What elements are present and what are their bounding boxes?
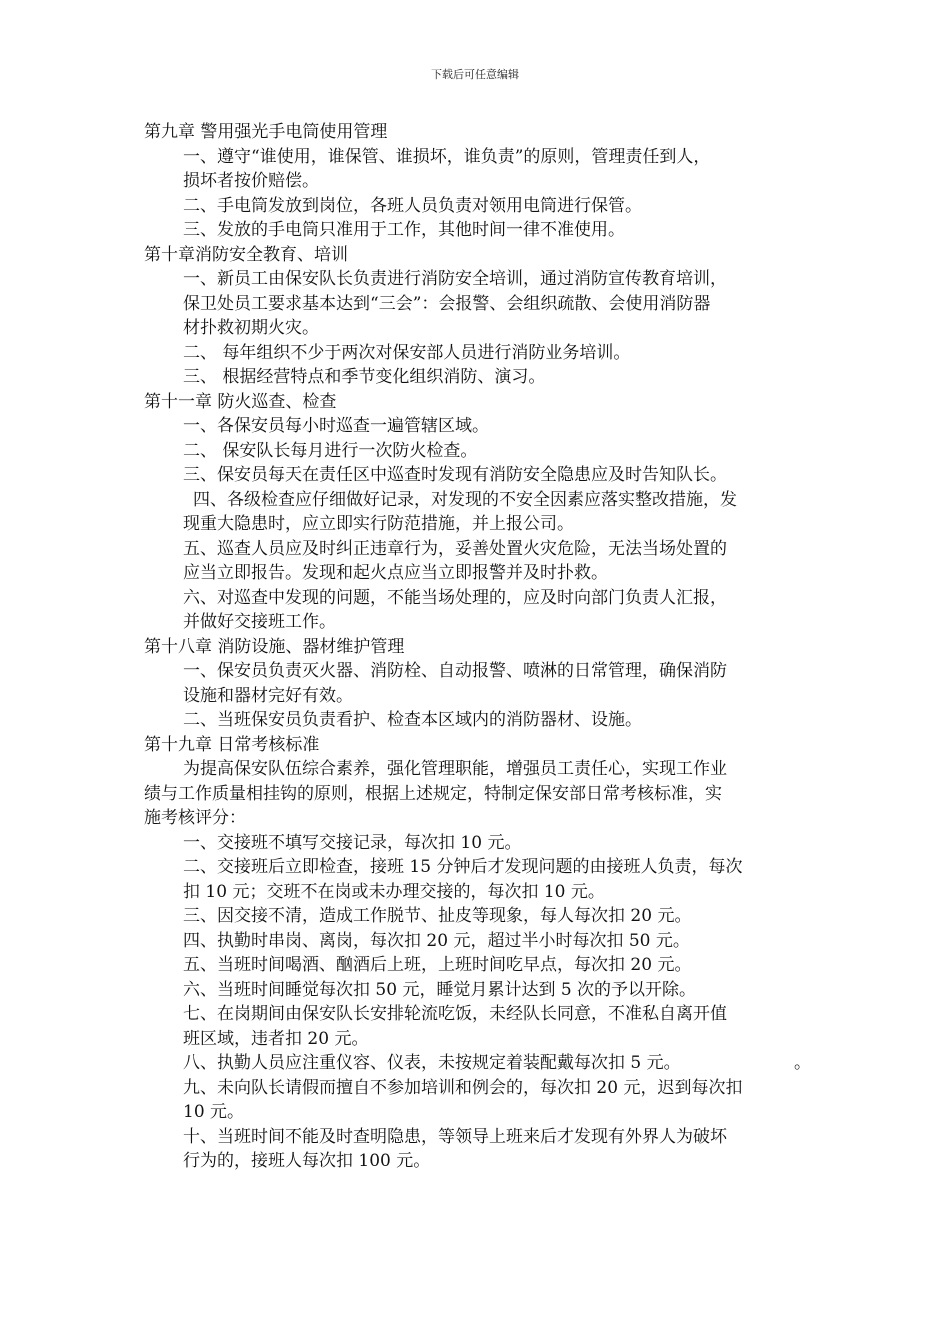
line-text: 第十八章 消防设施、器材维护管理 xyxy=(144,636,405,657)
line-text: 十、当班时间不能及时查明隐患，等领导上班来后才发现有外界人为破坏 xyxy=(183,1126,727,1147)
text-line xyxy=(0,145,950,170)
line-text: 六、当班时间睡觉每次扣 50 元，睡觉月累计达到 5 次的予以开除。 xyxy=(183,979,697,1000)
text-line xyxy=(0,880,950,905)
line-text: 第十九章 日常考核标准 xyxy=(144,734,320,755)
text-line xyxy=(0,831,950,856)
text-line xyxy=(0,488,950,513)
text-line xyxy=(0,708,950,733)
text-line xyxy=(0,978,950,1003)
line-text: 设施和器材完好有效。 xyxy=(183,685,353,706)
chapter-heading xyxy=(0,120,950,145)
line-text: 行为的，接班人每次扣 100 元。 xyxy=(183,1151,431,1171)
line-text: 施考核评分： xyxy=(144,808,246,828)
line-text: 一、遵守“谁使用，谁保管、谁损坏，谁负责”的原则，管理责任到人， xyxy=(183,146,711,167)
text-line xyxy=(0,659,950,684)
text-line xyxy=(0,218,950,243)
line-text: 并做好交接班工作。 xyxy=(183,612,336,632)
line-text: 班区域，违者扣 20 元。 xyxy=(183,1028,369,1049)
text-line xyxy=(0,1027,950,1052)
line-text: 绩与工作质量相挂钩的原则，根据上述规定，特制定保安部日常考核标准，实 xyxy=(144,783,722,804)
line-text: 八、执勤人员应注重仪容、仪表，未按规定着装配戴每次扣 5 元。 xyxy=(183,1053,681,1073)
text-line xyxy=(0,512,950,537)
line-text: 为提高保安队伍综合素养，强化管理职能，增强员工责任心，实现工作业 xyxy=(183,759,727,779)
line-text: 九、未向队长请假而擅自不参加培训和例会的，每次扣 20 元，迟到每次扣 xyxy=(183,1077,743,1098)
text-line xyxy=(0,1100,950,1125)
text-line xyxy=(0,537,950,562)
line-text: 一、各保安员每小时巡查一遍管辖区域。 xyxy=(183,416,489,436)
text-line xyxy=(0,292,950,317)
text-line xyxy=(0,953,950,978)
line-text: 三、 根据经营特点和季节变化组织消防、演习。 xyxy=(183,367,546,387)
text-line xyxy=(0,929,950,954)
header-watermark: 下载后可任意编辑 xyxy=(431,68,519,81)
text-line xyxy=(0,610,950,635)
line-text: 一、交接班不填写交接记录，每次扣 10 元。 xyxy=(183,832,522,853)
document-body xyxy=(0,120,950,1174)
text-line xyxy=(0,757,950,782)
text-line xyxy=(0,855,950,880)
text-line xyxy=(0,1076,950,1101)
text-line xyxy=(0,684,950,709)
text-line xyxy=(0,782,950,807)
text-line xyxy=(0,169,950,194)
text-line xyxy=(0,316,950,341)
line-text: 损坏者按价赔偿。 xyxy=(183,171,319,191)
line-text: 四、各级检查应仔细做好记录，对发现的不安全因素应落实整改措施，发 xyxy=(193,489,737,510)
line-text: 二、交接班后立即检查，接班 15 分钟后才发现问题的由接班人负责，每次 xyxy=(183,857,743,877)
text-line xyxy=(0,365,950,390)
line-text: 10 元。 xyxy=(183,1102,245,1122)
line-text: 三、发放的手电筒只准用于工作，其他时间一律不准使用。 xyxy=(183,220,625,240)
text-line xyxy=(0,414,950,439)
line-text: 二、当班保安员负责看护、检查本区域内的消防器材、设施。 xyxy=(183,710,642,730)
trailing-mark: 。 xyxy=(794,1053,811,1073)
chapter-heading xyxy=(0,635,950,660)
text-line xyxy=(0,439,950,464)
text-line xyxy=(0,1149,950,1174)
line-text: 三、保安员每天在责任区中巡查时发现有消防安全隐患应及时告知队长。 xyxy=(183,465,727,485)
line-text: 七、在岗期间由保安队长安排轮流吃饭，未经队长同意，不准私自离开值 xyxy=(183,1004,727,1024)
line-text: 第十一章 防火巡查、检查 xyxy=(144,391,337,412)
line-text: 现重大隐患时，应立即实行防范措施，并上报公司。 xyxy=(183,514,574,534)
line-text: 扣 10 元；交班不在岗或未办理交接的，每次扣 10 元。 xyxy=(183,881,605,902)
line-text: 保卫处员工要求基本达到“三会”：会报警、会组织疏散、会使用消防器 xyxy=(183,293,711,314)
line-text: 三、因交接不清，造成工作脱节、扯皮等现象，每人每次扣 20 元。 xyxy=(183,906,692,926)
text-line xyxy=(0,341,950,366)
line-text: 四、执勤时串岗、离岗，每次扣 20 元，超过半小时每次扣 50 元。 xyxy=(183,930,690,951)
text-line xyxy=(0,561,950,586)
text-line xyxy=(0,1051,950,1076)
text-line xyxy=(0,806,950,831)
line-text: 一、保安员负责灭火器、消防栓、自动报警、喷淋的日常管理，确保消防 xyxy=(183,661,727,681)
chapter-heading xyxy=(0,390,950,415)
text-line xyxy=(0,194,950,219)
text-line xyxy=(0,1002,950,1027)
chapter-heading xyxy=(0,733,950,758)
line-text: 第九章 警用强光手电筒使用管理 xyxy=(144,122,388,142)
line-text: 二、手电筒发放到岗位，各班人员负责对领用电筒进行保管。 xyxy=(183,195,642,216)
line-text: 一、新员工由保安队长负责进行消防安全培训，通过消防宣传教育培训， xyxy=(183,269,727,289)
line-text: 应当立即报告。发现和起火点应当立即报警并及时扑救。 xyxy=(183,563,608,583)
line-text: 第十章消防安全教育、培训 xyxy=(144,244,348,265)
line-text: 二、 每年组织不少于两次对保安部人员进行消防业务培训。 xyxy=(183,342,631,363)
line-text: 二、 保安队长每月进行一次防火检查。 xyxy=(183,440,478,461)
line-text: 六、对巡查中发现的问题，不能当场处理的，应及时向部门负责人汇报， xyxy=(183,587,727,608)
line-text: 五、当班时间喝酒、酗酒后上班，上班时间吃早点，每次扣 20 元。 xyxy=(183,955,692,975)
text-line xyxy=(0,586,950,611)
line-text: 五、巡查人员应及时纠正违章行为，妥善处置火灾危险，无法当场处置的 xyxy=(183,538,727,559)
text-line xyxy=(0,267,950,292)
line-text: 材扑救初期火灾。 xyxy=(183,318,319,338)
text-line xyxy=(0,463,950,488)
chapter-heading xyxy=(0,243,950,268)
text-line xyxy=(0,1125,950,1150)
text-line xyxy=(0,904,950,929)
